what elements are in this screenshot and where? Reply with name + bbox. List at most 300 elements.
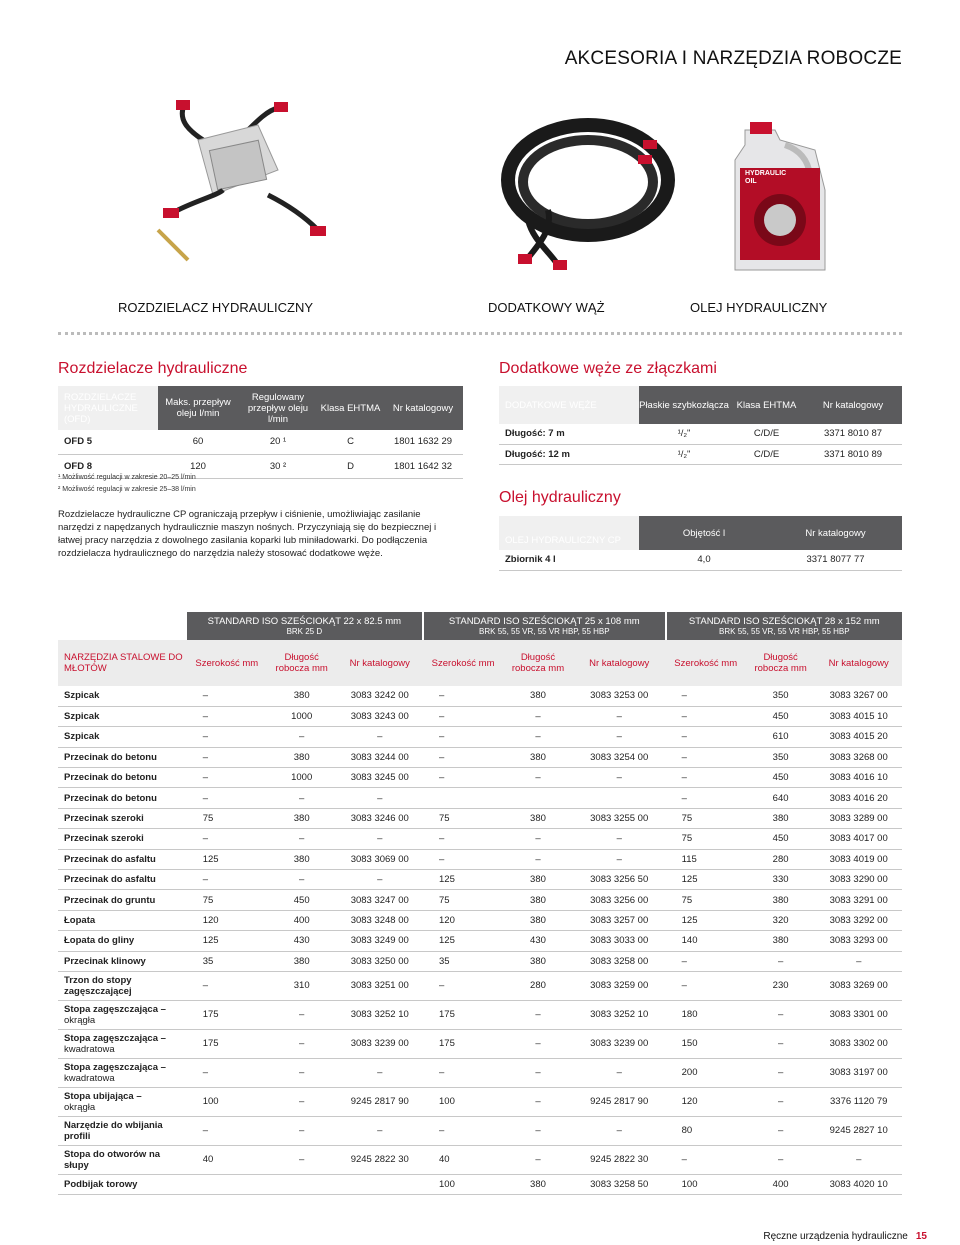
ofd-header-klasa: Klasa EHTMA (318, 386, 383, 430)
cell: 350 (746, 686, 816, 706)
oil-table-label: OLEJ HYDRAULICZNY CP (499, 516, 639, 550)
ofd-title: Rozdzielacze hydrauliczne (58, 360, 248, 377)
cell: – (187, 768, 267, 788)
table-row (58, 1174, 902, 1194)
cell: – (423, 686, 503, 706)
cell: 1000 (267, 768, 337, 788)
ofd-description: Rozdzielacze hydrauliczne CP ograniczają przepływ i ciśnienie, umożliwiając zasilanie narzędzi z napędzanych hydraulicznie maszyn nośnych. Przyczyniają się do bezpiecznej i łatwej pracy narzędzia z dowolnego zasilania koparki lub miniładowarki. Do podłączenia rozdzielacza hydraulicznego do narzędzia należy stosować dodatkowe węże. (58, 509, 437, 559)
cell: – (746, 1116, 816, 1145)
cell: 3083 3245 00 (337, 768, 424, 788)
cell: 3083 3292 00 (815, 910, 902, 930)
cell: – (666, 971, 746, 1000)
subheader-cell: Długość robocza mm (746, 640, 816, 686)
cell: – (503, 829, 573, 849)
cell: 400 (267, 910, 337, 930)
cell: – (337, 829, 424, 849)
table-row (58, 768, 902, 788)
cell: 380 (503, 870, 573, 890)
cell: – (666, 951, 746, 971)
cell: 3083 3256 50 (573, 870, 666, 890)
cell: 115 (666, 849, 746, 869)
cell: C (318, 430, 383, 454)
cell: 120 (423, 910, 503, 930)
row-name-main: Narzędzie do wbijania profili (64, 1119, 163, 1142)
row-name (58, 706, 187, 726)
row-name-main: Przecinak klinowy (64, 955, 146, 967)
row-name (58, 910, 187, 930)
cell: 310 (267, 971, 337, 1000)
cell: 4,0 (639, 550, 769, 570)
row-name (58, 686, 187, 706)
cell: – (337, 870, 424, 890)
cell: – (666, 1145, 746, 1174)
group-title: STANDARD ISO SZEŚCIOKĄT 22 x 82.5 mm (207, 616, 402, 627)
product-caption: OLEJ HYDRAULICZNY (690, 300, 828, 315)
table-row (499, 444, 902, 464)
cell: 3083 3197 00 (815, 1058, 902, 1087)
product-gallery (58, 100, 902, 315)
row-name-main: Przecinak do betonu (64, 792, 157, 804)
cell: 450 (267, 890, 337, 910)
oil-label-sub: OIL (745, 178, 757, 185)
cell: 380 (503, 951, 573, 971)
cell: – (337, 727, 424, 747)
subheader-cell: Długość robocza mm (503, 640, 573, 686)
cell: 9245 2827 10 (815, 1116, 902, 1145)
cell: 3083 3244 00 (337, 747, 424, 767)
table-row (58, 747, 902, 767)
cell: 120 (187, 910, 267, 930)
row-name-main: Łopata do gliny (64, 935, 135, 947)
footer-text: Ręczne urządzenia hydrauliczne (763, 1231, 908, 1242)
subheader-cell: Szerokość mm (187, 640, 267, 686)
cell: – (573, 829, 666, 849)
page-title: AKCESORIA I NARZĘDZIA ROBOCZE (564, 48, 902, 69)
cell: – (815, 951, 902, 971)
table-row (58, 808, 902, 828)
cell: – (573, 768, 666, 788)
cell: – (267, 870, 337, 890)
cell: 350 (746, 747, 816, 767)
page-footer (763, 1231, 927, 1242)
row-name-main: Przecinak do asfaltu (64, 853, 156, 865)
table-row (58, 910, 902, 930)
ofd-header-max: Maks. przepływ oleju l/min (158, 386, 238, 430)
table-row (499, 424, 902, 444)
cell: 125 (187, 931, 267, 951)
row-name: Zbiornik 4 l (499, 550, 639, 570)
table-row (58, 870, 902, 890)
cell: 100 (666, 1174, 746, 1194)
product-caption: ROZDZIELACZ HYDRAULICZNY (118, 300, 314, 315)
cell: – (337, 1116, 424, 1145)
cell: – (267, 788, 337, 808)
cell: 125 (666, 910, 746, 930)
row-name (58, 1174, 187, 1194)
hoses-header-nr: Nr katalogowy (804, 386, 902, 424)
cell: 3083 3239 00 (337, 1029, 424, 1058)
table-row (58, 1000, 902, 1029)
cell: 3083 3256 00 (573, 890, 666, 910)
row-name-main: Przecinak szeroki (64, 813, 144, 825)
cell: 3083 4015 10 (815, 706, 902, 726)
group-header (423, 612, 666, 640)
cell (423, 788, 503, 808)
cell: – (267, 1029, 337, 1058)
table-row (499, 550, 902, 570)
cell: 100 (423, 1174, 503, 1194)
cell: 3083 3302 00 (815, 1029, 902, 1058)
table-row (58, 1029, 902, 1058)
table-row (58, 1116, 902, 1145)
cell: – (187, 971, 267, 1000)
cell: 140 (666, 931, 746, 951)
row-name-sub: kwadratowa (64, 1043, 115, 1055)
cell: 280 (746, 849, 816, 869)
row-name-main: Szpicak (64, 731, 100, 743)
row-name-main: Stopa do otworów na słupy (64, 1148, 161, 1171)
cell: 430 (503, 931, 573, 951)
cell: – (503, 1116, 573, 1145)
cell: – (267, 1000, 337, 1029)
cell: 380 (746, 808, 816, 828)
section-divider (58, 332, 902, 335)
cell: – (423, 706, 503, 726)
row-name-main: Przecinak do betonu (64, 751, 157, 763)
cell: – (666, 686, 746, 706)
footnote: ² Możliwość regulacji w zakresie 25–38 l/min (58, 486, 196, 493)
subheader-cell: Długość robocza mm (267, 640, 337, 686)
cell: – (666, 727, 746, 747)
oil-header-vol: Objętość l (639, 516, 769, 550)
cell: 380 (267, 951, 337, 971)
cell: 3083 4015 20 (815, 727, 902, 747)
cell: – (423, 971, 503, 1000)
row-name-main: Łopata (64, 914, 96, 926)
cell: 380 (267, 747, 337, 767)
cell: 80 (666, 1116, 746, 1145)
row-name-main: Szpicak (64, 690, 100, 702)
cell: ¹/₂" (639, 444, 729, 464)
cell: 75 (187, 890, 267, 910)
cell: 75 (423, 890, 503, 910)
cell: 1000 (267, 706, 337, 726)
oil-label-brand: HYDRAULIC (745, 170, 787, 177)
cell: 3083 3258 50 (573, 1174, 666, 1194)
cell: 3083 3239 00 (573, 1029, 666, 1058)
cell: 3083 3254 00 (573, 747, 666, 767)
row-name-main: Szpicak (64, 711, 100, 723)
cell: – (423, 1116, 503, 1145)
cell: – (666, 788, 746, 808)
table-row (58, 706, 902, 726)
cell: – (187, 1058, 267, 1087)
table-row (58, 971, 902, 1000)
cell: 3083 4017 00 (815, 829, 902, 849)
cell: 3083 3290 00 (815, 870, 902, 890)
cell: – (187, 747, 267, 767)
cell: 450 (746, 829, 816, 849)
cell: – (267, 727, 337, 747)
row-name: Długość: 12 m (499, 444, 639, 464)
cell: 3083 3252 10 (573, 1000, 666, 1029)
row-name-sub: okrągła (64, 1014, 96, 1026)
cell: 3083 3301 00 (815, 1000, 902, 1029)
cell: 3083 4019 00 (815, 849, 902, 869)
cell: 9245 2822 30 (573, 1145, 666, 1174)
cell: 125 (666, 870, 746, 890)
cell: – (267, 1145, 337, 1174)
cell: – (503, 706, 573, 726)
cell: – (503, 1087, 573, 1116)
row-name-sub: kwadratowa (64, 1072, 115, 1084)
cell: 125 (187, 849, 267, 869)
cell: – (573, 727, 666, 747)
cell: 3083 3253 00 (573, 686, 666, 706)
cell: – (423, 727, 503, 747)
row-name (58, 951, 187, 971)
cell: 380 (267, 849, 337, 869)
cell: 610 (746, 727, 816, 747)
cell: – (503, 1000, 573, 1029)
cell: 3083 3249 00 (337, 931, 424, 951)
row-name (58, 890, 187, 910)
cell: – (267, 829, 337, 849)
row-name (58, 870, 187, 890)
subheader-cell: Szerokość mm (666, 640, 746, 686)
cell: 430 (267, 931, 337, 951)
cell: 35 (187, 951, 267, 971)
tools-label: NARZĘDZIA STALOWE DO MŁOTÓW (58, 640, 187, 686)
cell: 380 (267, 686, 337, 706)
group-sub: BRK 55, 55 VR, 55 VR HBP, 55 HBP (479, 627, 610, 636)
cell: – (746, 1000, 816, 1029)
cell: – (503, 849, 573, 869)
cell: 9245 2817 90 (337, 1087, 424, 1116)
row-name (58, 1029, 187, 1058)
table-row (58, 430, 463, 454)
cell: 175 (423, 1029, 503, 1058)
cell: 175 (423, 1000, 503, 1029)
cell: – (423, 747, 503, 767)
subheader-cell: Nr katalogowy (815, 640, 902, 686)
cell: 100 (187, 1087, 267, 1116)
row-name (58, 1000, 187, 1029)
cell: 120 (666, 1087, 746, 1116)
cell: 380 (503, 747, 573, 767)
row-name-main: Stopa zagęszczająca – (64, 1003, 166, 1015)
cell: 3083 3069 00 (337, 849, 424, 869)
product-oil (690, 100, 840, 315)
cell: 40 (187, 1145, 267, 1174)
oil-header-nr: Nr katalogowy (769, 516, 902, 550)
table-row (58, 829, 902, 849)
cell: 380 (503, 910, 573, 930)
cell: – (187, 870, 267, 890)
cell: D (318, 454, 383, 478)
cell: 3083 3289 00 (815, 808, 902, 828)
oil-title: Olej hydrauliczny (499, 489, 621, 506)
cell: – (815, 1145, 902, 1174)
cell: 3083 3258 00 (573, 951, 666, 971)
cell: 100 (423, 1087, 503, 1116)
cell: 3371 8077 77 (769, 550, 902, 570)
table-row (58, 1087, 902, 1116)
cell: 125 (423, 931, 503, 951)
cell: 75 (666, 829, 746, 849)
group-header (187, 612, 423, 640)
cell: 175 (187, 1000, 267, 1029)
cell: 3083 3269 00 (815, 971, 902, 1000)
cell: – (666, 706, 746, 726)
cell: C/D/E (729, 424, 804, 444)
row-name (58, 971, 187, 1000)
product-caption: DODATKOWY WĄŻ (488, 300, 605, 315)
cell: 40 (423, 1145, 503, 1174)
cell: 9245 2822 30 (337, 1145, 424, 1174)
subheader-cell: Szerokość mm (423, 640, 503, 686)
cell: – (423, 829, 503, 849)
row-name (58, 768, 187, 788)
cell: – (666, 768, 746, 788)
cell: 180 (666, 1000, 746, 1029)
cell: – (573, 849, 666, 869)
cell: 3083 3243 00 (337, 706, 424, 726)
row-name (58, 1087, 187, 1116)
table-row (58, 951, 902, 971)
cell: 3083 3255 00 (573, 808, 666, 828)
row-name-main: Przecinak do gruntu (64, 894, 156, 906)
hoses-title: Dodatkowe węże ze złączkami (499, 360, 717, 377)
cell: 3083 3033 00 (573, 931, 666, 951)
cell: 380 (503, 808, 573, 828)
row-name-sub: okrągła (64, 1101, 96, 1113)
row-name (58, 727, 187, 747)
cell: 3083 3242 00 (337, 686, 424, 706)
footnote: ¹ Możliwość regulacji w zakresie 20–25 l/min (58, 474, 196, 481)
cell: 75 (187, 808, 267, 828)
cell: – (746, 1058, 816, 1087)
row-name (58, 849, 187, 869)
cell: 3083 3248 00 (337, 910, 424, 930)
table-row (58, 727, 902, 747)
row-name-main: Stopa zagęszczająca – (64, 1061, 166, 1073)
cell: 1801 1632 29 (383, 430, 463, 454)
cell: 60 (158, 430, 238, 454)
cell: – (187, 1116, 267, 1145)
cell: 3083 3252 10 (337, 1000, 424, 1029)
table-row (58, 890, 902, 910)
cell: 3083 3293 00 (815, 931, 902, 951)
cell: 3083 3247 00 (337, 890, 424, 910)
cell: – (573, 1116, 666, 1145)
subheader-cell: Nr katalogowy (337, 640, 424, 686)
table-row (58, 686, 902, 706)
cell: – (187, 727, 267, 747)
cell: 9245 2817 90 (573, 1087, 666, 1116)
cell: ¹/₂" (639, 424, 729, 444)
row-name-main: Stopa ubijająca – (64, 1090, 142, 1102)
cell: – (746, 1145, 816, 1174)
cell: – (573, 1058, 666, 1087)
cell: – (503, 768, 573, 788)
row-name (58, 1116, 187, 1145)
hoses-header-klasa: Klasa EHTMA (729, 386, 804, 424)
cell: – (746, 1087, 816, 1116)
cell: 400 (746, 1174, 816, 1194)
cell: – (503, 1029, 573, 1058)
cell: 175 (187, 1029, 267, 1058)
cell: 380 (503, 890, 573, 910)
cell: – (503, 1145, 573, 1174)
cell: 1801 1642 32 (383, 454, 463, 478)
cell: – (267, 1058, 337, 1087)
cell: 320 (746, 910, 816, 930)
ofd-header-reg: Regulowany przepływ oleju l/min (238, 386, 318, 430)
subheader-cell: Nr katalogowy (573, 640, 666, 686)
cell: – (746, 1029, 816, 1058)
cell: 380 (746, 890, 816, 910)
cell: – (187, 686, 267, 706)
row-name-main: Przecinak do betonu (64, 772, 157, 784)
cell (337, 1174, 424, 1194)
row-name-main: Przecinak szeroki (64, 833, 144, 845)
cell: 125 (423, 870, 503, 890)
table-row (58, 849, 902, 869)
table-row (58, 788, 902, 808)
cell: – (423, 1058, 503, 1087)
hoses-label: DODATKOWE WĘŻE (499, 386, 639, 424)
cell: 3083 3291 00 (815, 890, 902, 910)
group-title: STANDARD ISO SZEŚCIOKĄT 28 x 152 mm (688, 616, 880, 627)
row-name (58, 931, 187, 951)
cell: 380 (746, 931, 816, 951)
cell: 3083 3259 00 (573, 971, 666, 1000)
row-name (58, 747, 187, 767)
table-row (58, 1145, 902, 1174)
cell: – (573, 706, 666, 726)
hose-image (488, 100, 678, 280)
cell: – (423, 849, 503, 869)
cell: – (187, 829, 267, 849)
cell: 450 (746, 706, 816, 726)
row-name: OFD 5 (58, 430, 158, 454)
cell: – (746, 951, 816, 971)
cell: 75 (666, 890, 746, 910)
cell: 3083 3251 00 (337, 971, 424, 1000)
oil-table (499, 516, 902, 571)
group-sub: BRK 25 D (286, 627, 323, 636)
oil-canister-image (690, 100, 840, 280)
row-name-main: Stopa zagęszczająca – (64, 1032, 166, 1044)
group-sub: BRK 55, 55 VR, 55 VR HBP, 55 HBP (719, 627, 850, 636)
row-name-main: Trzon do stopy zagęszczającej (64, 974, 132, 997)
cell: 200 (666, 1058, 746, 1087)
cell: 3083 4016 20 (815, 788, 902, 808)
cell: – (337, 788, 424, 808)
cell: 3371 8010 89 (804, 444, 902, 464)
cell: 3083 4020 10 (815, 1174, 902, 1194)
cell: – (267, 1116, 337, 1145)
cell: 75 (423, 808, 503, 828)
cell: 280 (503, 971, 573, 1000)
oil-label (745, 170, 786, 186)
table-row (58, 931, 902, 951)
cell: – (187, 788, 267, 808)
cell: 3083 4016 10 (815, 768, 902, 788)
cell: 3083 3268 00 (815, 747, 902, 767)
tools-table (58, 612, 902, 1195)
